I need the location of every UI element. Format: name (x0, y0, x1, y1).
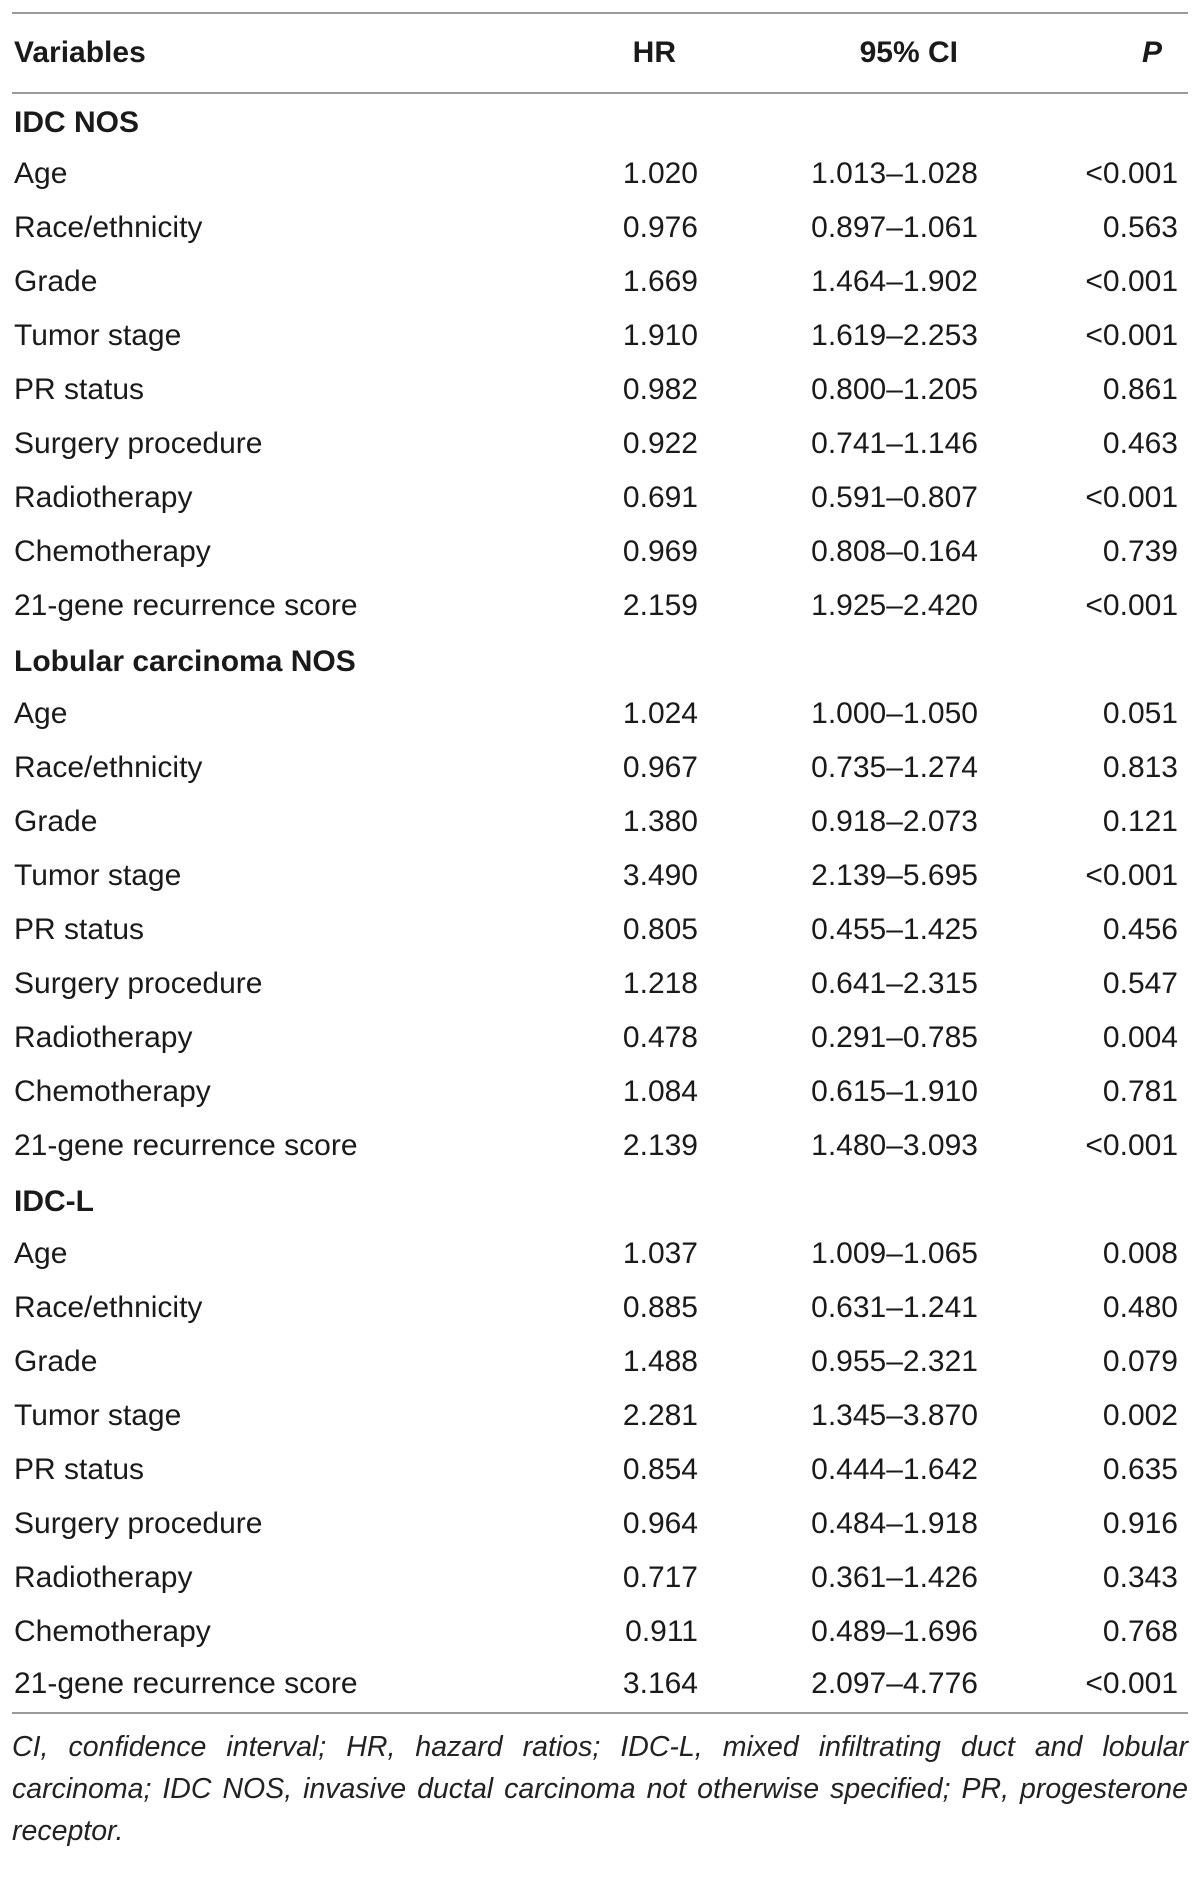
cell-p: <0.001 (1085, 1129, 1178, 1162)
cell-variable: 21-gene recurrence score (14, 1129, 358, 1162)
cell-variable: Tumor stage (14, 1399, 182, 1432)
cell-p: 0.813 (1102, 751, 1178, 784)
section-header-row (12, 93, 1188, 147)
cell-variable: Chemotherapy (14, 1075, 211, 1108)
cell-variable: PR status (14, 373, 145, 406)
table-row (12, 1551, 1188, 1605)
cell-ci: 0.955–2.321 (811, 1345, 978, 1378)
cell-variable: Radiotherapy (14, 1561, 193, 1594)
cell-hr: 1.669 (622, 265, 698, 298)
cell-ci: 0.361–1.426 (811, 1561, 978, 1594)
header-variables: Variables (12, 13, 482, 93)
cell-ci: 0.808–0.164 (811, 535, 978, 568)
cell-p: 0.463 (1102, 427, 1178, 460)
cell-p: 0.768 (1102, 1615, 1178, 1648)
cell-hr: 1.037 (622, 1237, 698, 1270)
table-row (12, 147, 1188, 201)
cell-p: 0.635 (1102, 1453, 1178, 1486)
cell-ci: 0.444–1.642 (811, 1453, 978, 1486)
cell-variable: Race/ethnicity (14, 1291, 203, 1324)
cell-p: 0.781 (1102, 1075, 1178, 1108)
table-row (12, 579, 1188, 633)
table-row (12, 687, 1188, 741)
cell-hr: 0.969 (622, 535, 698, 568)
cell-hr: 0.922 (622, 427, 698, 460)
table-row (12, 1227, 1188, 1281)
section-title: Lobular carcinoma NOS (14, 645, 356, 678)
cell-ci: 0.918–2.073 (811, 805, 978, 838)
header-p: P (986, 13, 1188, 93)
cell-variable: Tumor stage (14, 319, 182, 352)
cell-p: <0.001 (986, 1659, 1188, 1713)
table-row (12, 471, 1188, 525)
cell-hr: 3.490 (622, 859, 698, 892)
table-row (12, 741, 1188, 795)
cell-p: 0.079 (1102, 1345, 1178, 1378)
table-row (12, 1065, 1188, 1119)
cell-p: 0.916 (1102, 1507, 1178, 1540)
cell-hr: 0.964 (622, 1507, 698, 1540)
cell-hr: 0.805 (622, 913, 698, 946)
header-ci: 95% CI (706, 13, 986, 93)
table-row (12, 417, 1188, 471)
cell-ci: 1.925–2.420 (811, 589, 978, 622)
cell-ci: 0.489–1.696 (811, 1615, 978, 1648)
cell-p: 0.547 (1102, 967, 1178, 1000)
cell-ci: 0.455–1.425 (811, 913, 978, 946)
cell-variable: Grade (14, 1345, 98, 1378)
cell-ci: 1.480–3.093 (811, 1129, 978, 1162)
cell-hr: 2.281 (622, 1399, 698, 1432)
table-row (12, 903, 1188, 957)
cell-hr: 1.218 (622, 967, 698, 1000)
section-header-row (12, 633, 1188, 687)
cell-p: 0.343 (1102, 1561, 1178, 1594)
cell-hr: 1.084 (622, 1075, 698, 1108)
cell-ci: 0.291–0.785 (811, 1021, 978, 1054)
cell-variable: PR status (14, 913, 145, 946)
table-row (12, 1659, 1188, 1713)
cell-hr: 2.159 (622, 589, 698, 622)
cell-hr: 3.164 (482, 1659, 706, 1713)
cell-variable: Surgery procedure (14, 1507, 263, 1540)
cell-hr: 1.024 (622, 697, 698, 730)
table-row (12, 1335, 1188, 1389)
cell-variable: Surgery procedure (14, 967, 263, 1000)
table-row (12, 1011, 1188, 1065)
cell-p: 0.004 (1102, 1021, 1178, 1054)
cell-p: <0.001 (1085, 859, 1178, 892)
cell-hr: 0.982 (622, 373, 698, 406)
cell-p: <0.001 (1085, 589, 1178, 622)
table-row (12, 201, 1188, 255)
cell-p: 0.002 (1102, 1399, 1178, 1432)
table-row (12, 957, 1188, 1011)
cell-p: 0.008 (1102, 1237, 1178, 1270)
cell-variable: Age (14, 697, 68, 730)
cell-variable: Grade (14, 805, 98, 838)
cell-p: 0.456 (1102, 913, 1178, 946)
cell-ci: 1.345–3.870 (811, 1399, 978, 1432)
cell-ci: 0.897–1.061 (811, 211, 978, 244)
hazard-ratio-table (12, 12, 1188, 1714)
table-row (12, 1605, 1188, 1659)
cell-variable: Tumor stage (14, 859, 182, 892)
cell-p: <0.001 (1085, 265, 1178, 298)
header-hr: HR (482, 13, 706, 93)
cell-variable: Radiotherapy (14, 1021, 193, 1054)
cell-hr: 1.020 (622, 157, 698, 190)
cell-hr: 0.854 (622, 1453, 698, 1486)
cell-p: <0.001 (1085, 319, 1178, 352)
cell-ci: 2.139–5.695 (811, 859, 978, 892)
table-row (12, 525, 1188, 579)
cell-ci: 1.464–1.902 (811, 265, 978, 298)
table-row (12, 1443, 1188, 1497)
cell-p: <0.001 (1085, 481, 1178, 514)
cell-variable: PR status (14, 1453, 145, 1486)
cell-variable: Age (14, 157, 68, 190)
cell-p: <0.001 (1085, 157, 1178, 190)
section-header-row (12, 1173, 1188, 1227)
cell-variable: Race/ethnicity (14, 751, 203, 784)
cell-p: 0.739 (1102, 535, 1178, 568)
cell-hr: 0.478 (622, 1021, 698, 1054)
table-body (12, 93, 1188, 1713)
cell-ci: 0.800–1.205 (811, 373, 978, 406)
cell-hr: 2.139 (622, 1129, 698, 1162)
cell-ci: 1.619–2.253 (811, 319, 978, 352)
cell-ci: 1.000–1.050 (811, 697, 978, 730)
table-row (12, 255, 1188, 309)
cell-variable: Age (14, 1237, 68, 1270)
cell-variable: 21-gene recurrence score (12, 1659, 482, 1713)
table-row (12, 1497, 1188, 1551)
cell-p: 0.480 (1102, 1291, 1178, 1324)
cell-ci: 0.641–2.315 (811, 967, 978, 1000)
section-title: IDC-L (14, 1185, 94, 1218)
table-row (12, 309, 1188, 363)
table-row (12, 363, 1188, 417)
cell-ci: 1.009–1.065 (811, 1237, 978, 1270)
cell-variable: Surgery procedure (14, 427, 263, 460)
cell-variable: Chemotherapy (14, 535, 211, 568)
cell-hr: 0.885 (622, 1291, 698, 1324)
cell-hr: 1.380 (622, 805, 698, 838)
section-title: IDC NOS (14, 105, 140, 139)
table-row (12, 1389, 1188, 1443)
cell-p: 0.121 (1102, 805, 1178, 838)
cell-hr: 0.967 (622, 751, 698, 784)
table-row (12, 849, 1188, 903)
cell-hr: 1.910 (622, 319, 698, 352)
cell-hr: 0.976 (622, 211, 698, 244)
cell-ci: 1.013–1.028 (811, 157, 978, 190)
cell-ci: 0.484–1.918 (811, 1507, 978, 1540)
cell-ci: 0.631–1.241 (811, 1291, 978, 1324)
table-footnote: CI, confidence interval; HR, hazard ratios; IDC-L, mixed infiltrating duct and lobular carcinoma; IDC NOS, invasive ductal carcinoma not otherwise specified; PR, progesterone receptor. (12, 1731, 1188, 1847)
cell-variable: 21-gene recurrence score (14, 589, 358, 622)
cell-ci: 0.741–1.146 (811, 427, 978, 460)
table-row (12, 1119, 1188, 1173)
cell-ci: 0.591–0.807 (811, 481, 978, 514)
cell-ci: 0.615–1.910 (811, 1075, 978, 1108)
cell-variable: Radiotherapy (14, 481, 193, 514)
cell-p: 0.051 (1102, 697, 1178, 730)
table-row (12, 1281, 1188, 1335)
cell-variable: Grade (14, 265, 98, 298)
cell-hr: 0.911 (625, 1615, 698, 1648)
cell-variable: Chemotherapy (14, 1615, 211, 1648)
cell-hr: 1.488 (622, 1345, 698, 1378)
cell-p: 0.563 (1102, 211, 1178, 244)
cell-ci: 2.097–4.776 (706, 1659, 986, 1713)
table-header-row (12, 13, 1188, 93)
cell-p: 0.861 (1102, 373, 1178, 406)
cell-variable: Race/ethnicity (14, 211, 203, 244)
cell-hr: 0.691 (622, 481, 698, 514)
cell-hr: 0.717 (622, 1561, 698, 1594)
cell-ci: 0.735–1.274 (811, 751, 978, 784)
table-row (12, 795, 1188, 849)
